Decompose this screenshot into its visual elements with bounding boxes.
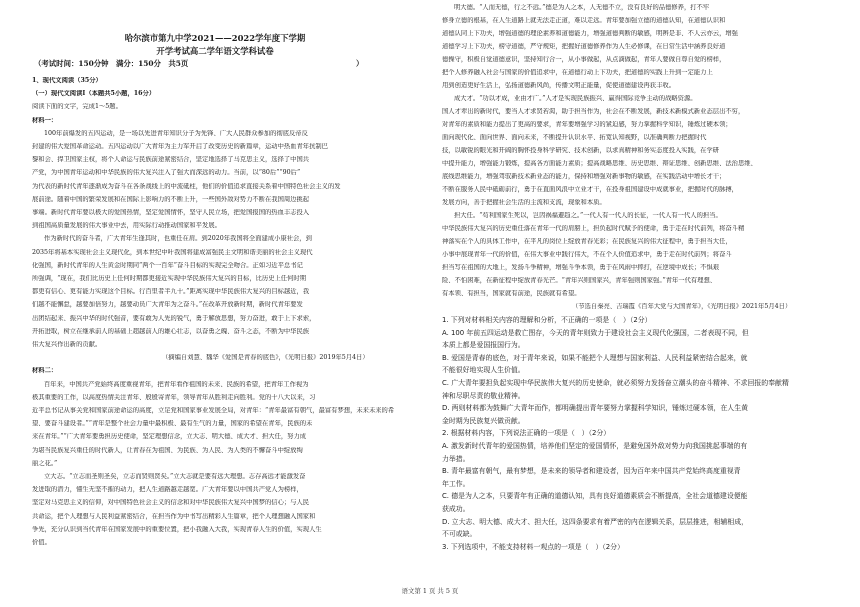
question-line: 不能很好地实现人生价值。	[442, 366, 525, 375]
question-line: C. 德是为人之本，只要青年有正确的道德认知，具有良好道德素质会不断提高，全社会道德建设便能	[442, 492, 748, 501]
question-line: 力举措。	[442, 454, 470, 463]
exam-info-close: ）	[356, 59, 364, 68]
left-text-line: 材料一：	[32, 116, 58, 124]
left-text-line: 都更有信心、更有能力实现这个目标。行百里者半九十。”距离实现中华民族伟大复兴的目标越近，我	[32, 288, 310, 296]
right-text-line: 险、不怕困难，在新征程中绽放青春光芒。“青年兴则国家兴，青年强则国家强。”青年一代有理想、	[442, 277, 717, 284]
right-text-line: 发展方向，善于把握社会生活的主流和支流，现象和本质。	[442, 199, 606, 206]
left-text-line: 展前途。随着中国的繁荣发展和在国际上影响力的不断上升，一些国外敌对势力不断在我国周边挑起	[32, 195, 310, 203]
question-line: 2. 根据材料内容，下列说法正确的一项是（ ）（2分）	[442, 429, 611, 438]
question-line: D. 立大志、明大德、成大才、担大任，这四条要求有着严密的内在逻辑关系，层层推进，相辅相成，	[442, 517, 748, 526]
exam-title-line2: 开学考试高二学年语文学科试卷	[156, 46, 274, 56]
left-text-line: 发进取的潜力，懂生无坚不摧的动力，把人生道路越走越宽。广大青年要以中国共产党人为榜样，	[32, 486, 303, 494]
left-text-line: 坚定对马克思主义的信仰，对中国特色社会主义的信念和对中华民族伟大复兴中国梦的信心；与人民	[32, 499, 310, 507]
right-text-line: 对青年的素质和能力提出了更高的要求，青年要增强学习的紧迫感，努力掌握科学知识，锤炼过硬本领；	[442, 121, 732, 128]
left-text-line: 阅读下面的文字，完成1～5题。	[32, 103, 122, 111]
left-text-line: 为堪当民族复兴重任的时代新人，让青春在为祖国、为民族、为人民、为人类的不懈奋斗中绽放绚	[32, 446, 303, 454]
question-line: B. 青年最富有朝气，最有梦想，是未来的领导者和建设者，因为百年来中国共产党始终高度重视青	[442, 467, 741, 476]
left-text-line: 为代表的新时代青年逐渐成为奋斗在各条战线上的中流砥柱，他们的价值追求直接关系着中国特色社会主义的发	[32, 182, 341, 190]
left-text-line: 伟大复兴作出新的贡献。	[32, 341, 102, 348]
left-text-line: 价值。	[32, 539, 51, 546]
left-text-line: （一）现代文阅读Ⅰ（本题共5小题，16分）	[32, 90, 156, 98]
right-text-line: 不断在服务人民中砥砺前行，勇于在直面风浪中立业才干，在投身祖国建设中成就事业，把握时代的脉搏，	[442, 186, 738, 193]
left-text-line: 共命运，把个人理想与人民利益紧密结合，在担当作为中书写出精彩人生篇章，把个人理想融入国家和	[32, 512, 316, 520]
question-line: 年工作。	[442, 479, 470, 488]
right-text-line: 明大德。“人而无德，行之不远。”德是为人之本，人无德不立，没有良好的品德修养，打不牢	[454, 4, 710, 11]
left-text-line: 立大志。“立志而圣则圣矣，立志而贤则贤矣。”立大志就是要有远大理想。志存高远才能激发奋	[44, 473, 306, 480]
left-text-line: 百年来，中国共产党始终高度重视青年，把青年看作祖国的未来、民族的希望，把青年工作视为	[44, 380, 309, 388]
left-text-line: 望、要奋斗建设者。”“青年是整个社会力量中最积极、最有生气的力量，国家的希望在青年，民族的未	[32, 420, 313, 428]
left-text-line: 封建的伟大爱国革命运动。五四运动以广大青年为主力军开启了改变历史的新篇章，运动中热血青年抗制巴	[32, 143, 328, 150]
right-text-line: 修身立德的根基，在人生道路上就无法走正道，难以走远。青年要加强立德的道德认知，在道德认识和	[442, 17, 726, 24]
left-text-line: 争先，充分认识到当代青年在国家发展中的重要位置，把小我融入大我，实现青春人生的价值，实现人生	[32, 525, 322, 533]
right-text-line: 小事中展现青年一代的价值，在伟大事业中践行伟大，不在个人价值追求中，勇于走在时代前列；将奋斗	[442, 251, 732, 258]
left-text-line: 2035年将基本实现社会主义现代化，到本世纪中叶我国将建成富强民主文明和谐美丽的社会主义现代	[32, 248, 313, 256]
question-line: 3. 下列选项中，不能支持材料一观点的一项是（ ）（2分）	[442, 542, 624, 551]
left-text-line: 到祖国高质量发展的伟大事业中去，用实际行动推动国家和平发展。	[32, 222, 221, 230]
left-text-line: 近平总书记从事关党和国家前途命运的高度，立足党和国家事业发展全局，对青年：“青年最富有朝气，最富有梦想，未来未来的希	[32, 407, 395, 414]
left-text-line: 开拓进取，树立在继承前人的基础上超越前人的雄心壮志，以奋勇之魄、奋斗之态，不断为中华民族	[32, 327, 310, 335]
exam-info: （考试时间：150分钟 满分：150分 共5页	[34, 59, 189, 68]
question-line: 本质上都是爱国报国行为。	[442, 341, 525, 350]
question-line: 神和尽职尽责的敬业精神。	[442, 391, 525, 400]
question-line: 1. 下列对材料相关内容的理解和分析，不正确的一项是（ ）（2分）	[442, 316, 652, 324]
left-text-line: 100年前爆发的五四运动，是一场以先进青年知识分子为先锋、广大人民群众参加的彻底反帝反	[44, 129, 308, 137]
right-text-line: 中提升能力，增强能力锻炼，提高各方面能力素质；提高战略思维、历史思维、辩证思维、创新思维、法治思维、	[442, 160, 757, 167]
left-text-line: （摘编自刘慧、魏华《爱国是青春的底色》，《光明日报》2019年5月4日）	[162, 354, 369, 362]
question-line: 获成功。	[442, 505, 470, 513]
question-line: C. 广大青年要担负起实现中华民族伟大复兴的历史使命，就必须努力发扬奋立潮头的奋斗精神、不求回报的奉献精	[442, 379, 789, 387]
left-text-line: 事端。新时代青年要以极大的爱国热情，坚定爱国情怀，坚守人民立场，把爱国报国的热血丰志投入	[32, 209, 310, 216]
right-text-line: 国人才辈出的新时代，要当人才求贤若渴，助于担当作为，社会在不断发展，新技术新模式新业态层出不穷，	[442, 108, 745, 115]
left-text-line: 来在青年。”“广大青年要勇担历史使命，坚定理想信念，立大志、明大德、成大才、担大任，努力成	[32, 433, 307, 441]
left-text-line: 所强调，“现在，我们比历史上任何时期都更接近实现中华民族伟大复兴的目标，比历史上任何时期	[32, 275, 306, 282]
left-text-line: 产党，为中国青年运动和中华民族的伟大复兴注入了强大而深远的动力。当前，以“80后”“90后”	[32, 169, 301, 177]
right-text-line: 面向现代化、面向世界、面向未来，不断提升认识水平、拓宽认知视野，以准确判断力把握时代	[442, 134, 707, 141]
right-text-line: （节选自秦亮、吉瑞霞《百年大党与大国青年》，《光明日报》2021年5月4日）	[572, 303, 792, 310]
right-text-line: 担当写在祖国的大地上，发扬斗争精神，增强斗争本领，勇于在风雨中摔打，在逆境中成长；不惧艰	[442, 264, 720, 271]
question-line: 不可或缺。	[442, 530, 477, 539]
right-text-line: 底线思维能力，增强驾驭新技术新业态的能力，保持和增强对新事物的敏感，在实践活动中增长才干；	[442, 173, 726, 180]
right-text-line: 成大才。“功以才成，业由才广。”人才是实现民族振兴、赢得国际竞争主动的战略资源。	[454, 95, 697, 102]
page-footer: 语文第 1 页 共 5 页	[401, 587, 459, 595]
right-text-line: 神落实在个人的具体工作中，在平凡的岗位上绽放青春光彩；在民族复兴的伟大征程中，勇于担当大任，	[442, 238, 732, 245]
right-text-line: 中华民族伟大复兴的历史重任落在青年一代的肩膀上，担负起时代赋予的使命，勇于走在时代前列，将奋斗精	[442, 225, 745, 232]
left-text-line: 出团结起来、振兴中华的时代强音，要有敢为人先的锐气，勇于解放思想，努力奋进，敢于上下求索，	[32, 314, 316, 322]
right-text-line: 德操守，积极自觉道德意识，坚持知行合一，从小事做起，从点滴做起，青年人要做自尊自爱的榜样，	[442, 56, 726, 63]
right-text-line: 技，以敏锐的眼光和开阔的胸怀投身科学研究、技术创新，以求真精神和务实态度投入实践，在学研	[442, 147, 720, 154]
right-text-line: 担大任。“苟利国家生死以，岂因祸福避趋之。”一代人有一代人的长征，一代人有一代人的担当。	[454, 212, 722, 219]
question-line: B. 爱国是青春的底色，对于青年来说，如果不能把个人理想与国家利益、人民利益紧密结合起来，就	[442, 353, 748, 362]
right-text-line: 把个人修养融入社会与国家的价值追求中，在道德行动上下功夫，把道德的实践上升到一定能力上	[442, 69, 713, 76]
left-text-line: 1、现代文阅读（35分）	[32, 77, 102, 84]
left-text-line: 极其重要的工作，以高度热情关注青年、殷殷寄青年，领导青年从胜利走向胜利。党的十八大以来，习	[32, 393, 316, 401]
left-text-line: 黎和会、捍卫国家主权，将个人命运与民族前途紧密结合，坚定地选择了马克思主义，选择了中国共	[32, 156, 310, 164]
left-text-line: 丽之花。”	[32, 459, 58, 467]
right-text-line: 用到创造更好生活上，弘扬道德新风尚，传播文明正能量，促使道德建设再获丰收。	[442, 82, 675, 89]
right-text-line: 道德学习上下功夫，榜守道德，严守规矩，把握好道德修养作为人生必修课，在日常生活中涵养良好道	[442, 43, 726, 50]
question-line: 金时期为民族复兴做贡献。	[442, 416, 525, 425]
question-line: A. 100 年前五四运动是救亡图存，今天的青年则致力于建设社会主义现代化强国，二者表现不同，但	[442, 328, 749, 337]
question-line: A. 激发新时代青年的爱国热情，培养他们坚定的爱国情怀，是避免国外敌对势力向我国挑起事端的有	[442, 442, 748, 450]
right-text-line: 道德认同上下功夫，增强道德的理论素养和道德能力，增强道德判断的敏感，明辨是非、不人云亦云，增强	[442, 30, 738, 37]
left-text-line: 化强国，新时代青年的人生黄金时期同“两个一百年”奋斗目标的实现完全吻合。正如习近平总书记	[32, 261, 303, 269]
exam-title-line1: 哈尔滨市第九中学2021——2022学年度下学期	[124, 33, 306, 43]
right-text-line: 有本领、有担当，国家就有前途，民族就有希望。	[442, 290, 581, 297]
left-text-line: 作为新时代的奋斗者，广大青年生逢其时，也重任在肩。到2020年我国将全面建成小康社会，到	[44, 235, 312, 243]
left-text-line: 们越不能懈怠，越要加倍努力，越要动员广大青年为之奋斗。”在改革开放新时期，新时代青年要发	[32, 301, 303, 309]
left-text-line: 材料二：	[32, 367, 58, 375]
question-line: D. 两则材料都为鼓舞广大青年而作，都明确提出青年要努力掌握科学知识，锤炼过硬本领，在人生黄	[442, 404, 748, 413]
